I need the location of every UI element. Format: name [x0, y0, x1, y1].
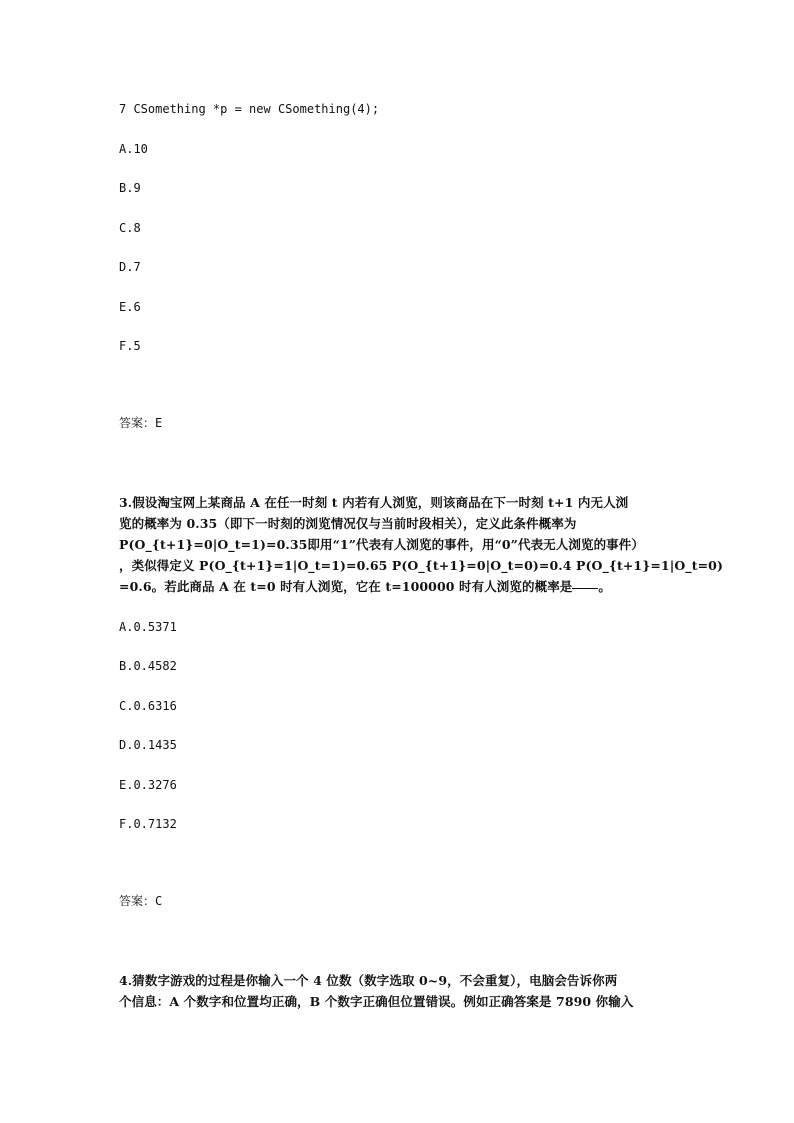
q2-option-b: B.9 — [119, 181, 141, 195]
q3-stem-line-2: 览的概率为 0.35（即下一时刻的浏览情况仅与当前时段相关），定义此条件概率为 — [119, 516, 577, 531]
q3-stem-line-4: ，类似得定义 P(O_{t+1}=1|O_t=1)=0.65 P(O_{t+1}=0|O_t=0)=0.4 P(O_{t+1}=1|O_t=0) — [119, 558, 723, 573]
q3-option-c: C.0.6316 — [119, 699, 177, 713]
q3-stem-line-5-end: 。 — [598, 579, 612, 594]
q2-answer: 答案：E — [119, 416, 163, 430]
q4-stem-line-1: 4.猜数字游戏的过程是你输入一个 4 位数（数字选取 0~9，不会重复），电脑会告诉你两 — [119, 973, 618, 988]
q2-option-a: A.10 — [119, 142, 148, 156]
q3-stem-line-3: P(O_{t+1}=0|O_t=1)=0.35即用“1”代表有人浏览的事件，用“0”代表无人浏览的事件） — [119, 537, 644, 552]
q3-stem-line-5 — [119, 579, 611, 594]
q3-answer: 答案：C — [119, 894, 163, 908]
q2-option-f: F.5 — [119, 339, 141, 353]
q2-option-c: C.8 — [119, 221, 141, 235]
q2-option-d: D.7 — [119, 260, 141, 274]
q3-option-e: E.0.3276 — [119, 778, 177, 792]
q3-option-d: D.0.1435 — [119, 738, 177, 752]
q3-option-f: F.0.7132 — [119, 817, 177, 831]
q3-option-b: B.0.4582 — [119, 659, 177, 673]
q2-code-line: 7 CSomething *p = new CSomething(4); — [119, 102, 380, 116]
q3-stem-line-5-text: =0.6。若此商品 A 在 t=0 时有人浏览，它在 t=100000 时有人浏览的概率是 — [119, 579, 573, 594]
q2-option-e: E.6 — [119, 300, 141, 314]
q3-stem-line-1: 3.假设淘宝网上某商品 A 在任一时刻 t 内若有人浏览，则该商品在下一时刻 t+1 内无人浏 — [119, 495, 629, 510]
q4-stem-line-2: 个信息：A 个数字和位置均正确，B 个数字正确但位置错误。例如正确答案是 7890 你输入 — [119, 994, 634, 1009]
answer-blank — [572, 588, 598, 589]
q3-option-a: A.0.5371 — [119, 620, 177, 634]
